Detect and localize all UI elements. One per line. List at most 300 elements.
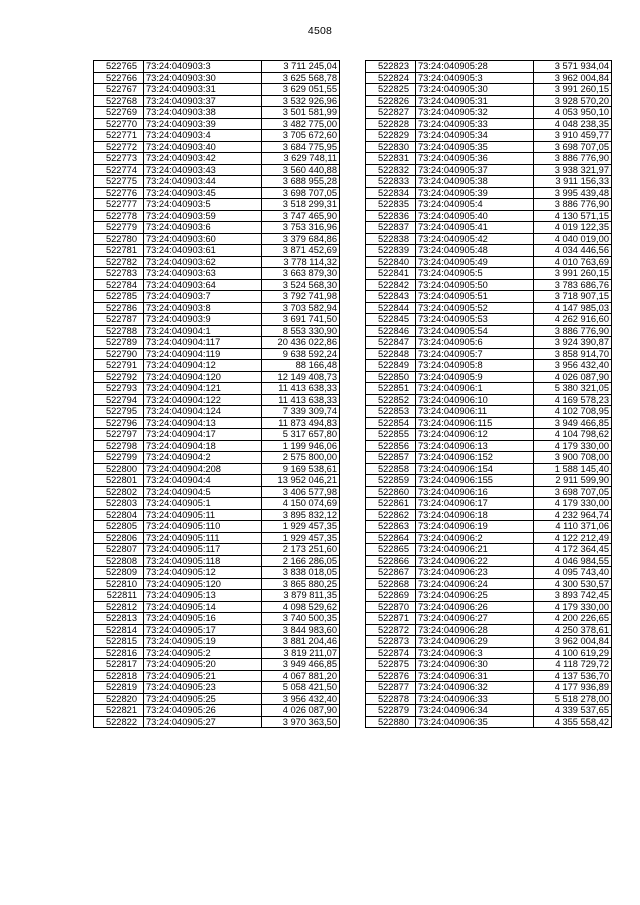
row-id-cell: 522779 — [94, 222, 144, 234]
table-row — [94, 601, 340, 613]
value-cell: 4 102 708,95 — [534, 406, 612, 418]
value-cell: 3 698 707,05 — [534, 141, 612, 153]
table-row — [366, 647, 612, 659]
row-id-cell: 522866 — [366, 555, 416, 567]
value-cell: 9 169 538,61 — [262, 463, 340, 475]
cadastral-number-cell: 73:24:040906:155 — [416, 475, 534, 487]
table-row — [366, 670, 612, 682]
cadastral-number-cell: 73:24:040905:35 — [416, 141, 534, 153]
value-cell: 3 783 686,76 — [534, 279, 612, 291]
row-id-cell: 522859 — [366, 475, 416, 487]
cadastral-number-cell: 73:24:040905:117 — [144, 544, 262, 556]
table-row — [366, 532, 612, 544]
cadastral-number-cell: 73:24:040903:4 — [144, 130, 262, 142]
table-row — [366, 636, 612, 648]
table-row — [94, 337, 340, 349]
table-row — [366, 383, 612, 395]
table-row — [94, 314, 340, 326]
value-cell: 2 575 800,00 — [262, 452, 340, 464]
row-id-cell: 522798 — [94, 440, 144, 452]
cadastral-number-cell: 73:24:040906:30 — [416, 659, 534, 671]
table-row — [366, 624, 612, 636]
value-cell: 4 250 378,61 — [534, 624, 612, 636]
cadastral-number-cell: 73:24:040906:23 — [416, 567, 534, 579]
row-id-cell: 522824 — [366, 72, 416, 84]
value-cell: 3 886 776,90 — [534, 153, 612, 165]
cadastral-number-cell: 73:24:040905:6 — [416, 337, 534, 349]
value-cell: 3 703 582,94 — [262, 302, 340, 314]
table-row — [94, 486, 340, 498]
table-row — [94, 659, 340, 671]
cadastral-number-cell: 73:24:040905:25 — [144, 693, 262, 705]
value-cell: 88 166,48 — [262, 360, 340, 372]
cadastral-number-cell: 73:24:040905:111 — [144, 532, 262, 544]
row-id-cell: 522868 — [366, 578, 416, 590]
table-row — [94, 61, 340, 73]
table-row — [94, 452, 340, 464]
table-row — [366, 659, 612, 671]
value-cell: 3 893 742,45 — [534, 590, 612, 602]
value-cell: 3 962 004,84 — [534, 636, 612, 648]
value-cell: 4 179 330,00 — [534, 440, 612, 452]
table-row — [94, 107, 340, 119]
table-row — [366, 176, 612, 188]
cadastral-number-cell: 73:24:040904:18 — [144, 440, 262, 452]
value-cell: 3 819 211,07 — [262, 647, 340, 659]
row-id-cell: 522851 — [366, 383, 416, 395]
value-cell: 3 406 577,98 — [262, 486, 340, 498]
table-row — [366, 406, 612, 418]
cadastral-number-cell: 73:24:040903:64 — [144, 279, 262, 291]
row-id-cell: 522781 — [94, 245, 144, 257]
row-id-cell: 522852 — [366, 394, 416, 406]
value-cell: 1 588 145,40 — [534, 463, 612, 475]
table-row — [366, 578, 612, 590]
row-id-cell: 522790 — [94, 348, 144, 360]
table-row — [94, 360, 340, 372]
row-id-cell: 522865 — [366, 544, 416, 556]
table-row — [94, 371, 340, 383]
row-id-cell: 522862 — [366, 509, 416, 521]
value-cell: 3 560 440,88 — [262, 164, 340, 176]
table-row — [94, 325, 340, 337]
table-row — [366, 601, 612, 613]
cadastral-number-cell: 73:24:040905:19 — [144, 636, 262, 648]
table-row — [94, 84, 340, 96]
row-id-cell: 522777 — [94, 199, 144, 211]
row-id-cell: 522823 — [366, 61, 416, 73]
cadastral-number-cell: 73:24:040906:35 — [416, 716, 534, 728]
table-row — [94, 199, 340, 211]
row-id-cell: 522771 — [94, 130, 144, 142]
cadastral-number-cell: 73:24:040905:36 — [416, 153, 534, 165]
table-row — [94, 509, 340, 521]
row-id-cell: 522845 — [366, 314, 416, 326]
row-id-cell: 522867 — [366, 567, 416, 579]
row-id-cell: 522770 — [94, 118, 144, 130]
value-cell: 4 040 019,00 — [534, 233, 612, 245]
cadastral-number-cell: 73:24:040905:23 — [144, 682, 262, 694]
table-row — [94, 555, 340, 567]
table-row — [366, 118, 612, 130]
cadastral-number-cell: 73:24:040903:44 — [144, 176, 262, 188]
value-cell: 4 046 984,55 — [534, 555, 612, 567]
table-row — [94, 578, 340, 590]
cadastral-number-cell: 73:24:040905:37 — [416, 164, 534, 176]
table-row — [94, 153, 340, 165]
table-row — [366, 429, 612, 441]
cadastral-number-cell: 73:24:040904:17 — [144, 429, 262, 441]
value-cell: 1 929 457,35 — [262, 532, 340, 544]
cadastral-number-cell: 73:24:040906:12 — [416, 429, 534, 441]
cadastral-number-cell: 73:24:040906:154 — [416, 463, 534, 475]
value-cell: 3 895 832,12 — [262, 509, 340, 521]
cadastral-number-cell: 73:24:040905:17 — [144, 624, 262, 636]
value-cell: 3 838 018,05 — [262, 567, 340, 579]
value-cell: 4 147 985,03 — [534, 302, 612, 314]
row-id-cell: 522825 — [366, 84, 416, 96]
value-cell: 13 952 046,21 — [262, 475, 340, 487]
value-cell: 4 179 330,00 — [534, 601, 612, 613]
row-id-cell: 522822 — [94, 716, 144, 728]
cadastral-number-cell: 73:24:040904:12 — [144, 360, 262, 372]
row-id-cell: 522841 — [366, 268, 416, 280]
table-row — [94, 498, 340, 510]
row-id-cell: 522807 — [94, 544, 144, 556]
table-row — [366, 153, 612, 165]
table-row — [94, 394, 340, 406]
table-row — [366, 187, 612, 199]
value-cell: 2 911 599,90 — [534, 475, 612, 487]
table-row — [94, 302, 340, 314]
value-cell: 4 172 364,45 — [534, 544, 612, 556]
value-cell: 4 053 950,10 — [534, 107, 612, 119]
value-cell: 4 118 729,72 — [534, 659, 612, 671]
cadastral-number-cell: 73:24:040906:11 — [416, 406, 534, 418]
cadastral-number-cell: 73:24:040905:4 — [416, 199, 534, 211]
page-number: 4508 — [307, 25, 333, 37]
value-cell: 3 684 775,95 — [262, 141, 340, 153]
table-row — [366, 314, 612, 326]
value-cell: 4 169 578,23 — [534, 394, 612, 406]
value-cell: 4 095 743,40 — [534, 567, 612, 579]
row-id-cell: 522792 — [94, 371, 144, 383]
row-id-cell: 522863 — [366, 521, 416, 533]
cadastral-number-cell: 73:24:040903:39 — [144, 118, 262, 130]
table-row — [366, 590, 612, 602]
table-row — [366, 107, 612, 119]
value-cell: 3 571 934,04 — [534, 61, 612, 73]
value-cell: 3 928 570,20 — [534, 95, 612, 107]
table-row — [366, 440, 612, 452]
cadastral-number-cell: 73:24:040905:30 — [416, 84, 534, 96]
table-row — [94, 95, 340, 107]
row-id-cell: 522805 — [94, 521, 144, 533]
row-id-cell: 522872 — [366, 624, 416, 636]
cadastral-number-cell: 73:24:040906:24 — [416, 578, 534, 590]
value-cell: 4 122 212,49 — [534, 532, 612, 544]
table-row — [366, 279, 612, 291]
value-cell: 4 179 330,00 — [534, 498, 612, 510]
row-id-cell: 522832 — [366, 164, 416, 176]
value-cell: 3 688 955,28 — [262, 176, 340, 188]
cadastral-number-cell: 73:24:040903:40 — [144, 141, 262, 153]
table-row — [94, 636, 340, 648]
cadastral-number-cell: 73:24:040905:41 — [416, 222, 534, 234]
row-id-cell: 522806 — [94, 532, 144, 544]
cadastral-number-cell: 73:24:040903:6 — [144, 222, 262, 234]
value-cell: 3 379 684,86 — [262, 233, 340, 245]
value-cell: 3 740 500,35 — [262, 613, 340, 625]
table-row — [366, 521, 612, 533]
cadastral-number-cell: 73:24:040906:25 — [416, 590, 534, 602]
cadastral-number-cell: 73:24:040903:42 — [144, 153, 262, 165]
value-cell: 3 532 926,96 — [262, 95, 340, 107]
cadastral-number-cell: 73:24:040905:16 — [144, 613, 262, 625]
value-cell: 3 865 880,25 — [262, 578, 340, 590]
table-row — [94, 256, 340, 268]
cadastral-number-cell: 73:24:040906:1 — [416, 383, 534, 395]
row-id-cell: 522880 — [366, 716, 416, 728]
row-id-cell: 522814 — [94, 624, 144, 636]
value-cell: 3 886 776,90 — [534, 325, 612, 337]
value-cell: 3 705 672,60 — [262, 130, 340, 142]
value-cell: 11 413 638,33 — [262, 383, 340, 395]
value-cell: 4 110 371,06 — [534, 521, 612, 533]
value-cell: 20 436 022,86 — [262, 337, 340, 349]
value-cell: 11 873 494,83 — [262, 417, 340, 429]
cadastral-number-cell: 73:24:040903:7 — [144, 291, 262, 303]
table-row — [94, 245, 340, 257]
table-row — [94, 624, 340, 636]
table-row — [94, 233, 340, 245]
table-row — [94, 463, 340, 475]
row-id-cell: 522879 — [366, 705, 416, 717]
row-id-cell: 522847 — [366, 337, 416, 349]
cadastral-number-cell: 73:24:040905:51 — [416, 291, 534, 303]
cadastral-number-cell: 73:24:040903:60 — [144, 233, 262, 245]
row-id-cell: 522829 — [366, 130, 416, 142]
value-cell: 3 871 452,69 — [262, 245, 340, 257]
value-cell: 4 130 571,15 — [534, 210, 612, 222]
value-cell: 3 956 432,40 — [534, 360, 612, 372]
value-cell: 4 010 763,69 — [534, 256, 612, 268]
row-id-cell: 522838 — [366, 233, 416, 245]
table-row — [366, 348, 612, 360]
cadastral-number-cell: 73:24:040905:12 — [144, 567, 262, 579]
row-id-cell: 522830 — [366, 141, 416, 153]
cadastral-number-cell: 73:24:040906:3 — [416, 647, 534, 659]
table-row — [94, 544, 340, 556]
cadastral-number-cell: 73:24:040905:8 — [416, 360, 534, 372]
row-id-cell: 522766 — [94, 72, 144, 84]
table-row — [366, 509, 612, 521]
cadastral-number-cell: 73:24:040905:28 — [416, 61, 534, 73]
value-cell: 11 413 638,33 — [262, 394, 340, 406]
table-row — [366, 544, 612, 556]
row-id-cell: 522869 — [366, 590, 416, 602]
cadastral-number-cell: 73:24:040905:20 — [144, 659, 262, 671]
cadastral-number-cell: 73:24:040905:3 — [416, 72, 534, 84]
table-row — [366, 95, 612, 107]
cadastral-number-cell: 73:24:040903:8 — [144, 302, 262, 314]
row-id-cell: 522839 — [366, 245, 416, 257]
table-row — [366, 693, 612, 705]
row-id-cell: 522793 — [94, 383, 144, 395]
cadastral-number-cell: 73:24:040906:28 — [416, 624, 534, 636]
row-id-cell: 522786 — [94, 302, 144, 314]
cadastral-number-cell: 73:24:040904:5 — [144, 486, 262, 498]
cadastral-number-cell: 73:24:040906:26 — [416, 601, 534, 613]
cadastral-number-cell: 73:24:040905:118 — [144, 555, 262, 567]
row-id-cell: 522842 — [366, 279, 416, 291]
row-id-cell: 522778 — [94, 210, 144, 222]
table-row — [94, 567, 340, 579]
value-cell: 3 910 459,77 — [534, 130, 612, 142]
row-id-cell: 522864 — [366, 532, 416, 544]
value-cell: 4 048 238,35 — [534, 118, 612, 130]
cadastral-number-cell: 73:24:040906:19 — [416, 521, 534, 533]
cadastral-number-cell: 73:24:040906:10 — [416, 394, 534, 406]
value-cell: 5 058 421,50 — [262, 682, 340, 694]
cadastral-number-cell: 73:24:040906:31 — [416, 670, 534, 682]
value-cell: 3 482 775,00 — [262, 118, 340, 130]
cadastral-number-cell: 73:24:040905:26 — [144, 705, 262, 717]
cadastral-number-cell: 73:24:040905:53 — [416, 314, 534, 326]
value-cell: 3 691 741,50 — [262, 314, 340, 326]
table-row — [94, 613, 340, 625]
table-row — [94, 475, 340, 487]
row-id-cell: 522813 — [94, 613, 144, 625]
table-right — [365, 60, 612, 728]
cadastral-number-cell: 73:24:040905:39 — [416, 187, 534, 199]
cadastral-number-cell: 73:24:040905:48 — [416, 245, 534, 257]
value-cell: 3 924 390,87 — [534, 337, 612, 349]
cadastral-number-cell: 73:24:040905:33 — [416, 118, 534, 130]
value-cell: 5 518 278,00 — [534, 693, 612, 705]
cadastral-number-cell: 73:24:040906:18 — [416, 509, 534, 521]
cadastral-number-cell: 73:24:040905:42 — [416, 233, 534, 245]
cadastral-number-cell: 73:24:040905:11 — [144, 509, 262, 521]
table-row — [366, 360, 612, 372]
cadastral-number-cell: 73:24:040904:122 — [144, 394, 262, 406]
cadastral-number-cell: 73:24:040906:21 — [416, 544, 534, 556]
table-row — [366, 268, 612, 280]
cadastral-number-cell: 73:24:040906:32 — [416, 682, 534, 694]
value-cell: 2 173 251,60 — [262, 544, 340, 556]
cadastral-number-cell: 73:24:040903:61 — [144, 245, 262, 257]
value-cell: 3 778 114,32 — [262, 256, 340, 268]
value-cell: 4 339 537,65 — [534, 705, 612, 717]
cadastral-number-cell: 73:24:040905:34 — [416, 130, 534, 142]
row-id-cell: 522861 — [366, 498, 416, 510]
table-row — [366, 498, 612, 510]
row-id-cell: 522801 — [94, 475, 144, 487]
row-id-cell: 522812 — [94, 601, 144, 613]
row-id-cell: 522827 — [366, 107, 416, 119]
value-cell: 4 034 446,56 — [534, 245, 612, 257]
cadastral-number-cell: 73:24:040903:30 — [144, 72, 262, 84]
value-cell: 5 380 321,05 — [534, 383, 612, 395]
table-row — [94, 716, 340, 728]
value-cell: 1 929 457,35 — [262, 521, 340, 533]
row-id-cell: 522844 — [366, 302, 416, 314]
cadastral-number-cell: 73:24:040903:43 — [144, 164, 262, 176]
table-row — [366, 61, 612, 73]
cadastral-number-cell: 73:24:040903:37 — [144, 95, 262, 107]
value-cell: 4 019 122,35 — [534, 222, 612, 234]
row-id-cell: 522874 — [366, 647, 416, 659]
row-id-cell: 522799 — [94, 452, 144, 464]
table-row — [94, 279, 340, 291]
table-row — [94, 222, 340, 234]
row-id-cell: 522854 — [366, 417, 416, 429]
table-row — [94, 210, 340, 222]
value-cell: 3 991 260,15 — [534, 268, 612, 280]
row-id-cell: 522835 — [366, 199, 416, 211]
cadastral-number-cell: 73:24:040904:2 — [144, 452, 262, 464]
row-id-cell: 522775 — [94, 176, 144, 188]
cadastral-number-cell: 73:24:040906:13 — [416, 440, 534, 452]
value-cell: 4 026 087,90 — [262, 705, 340, 717]
table-row — [94, 590, 340, 602]
cadastral-number-cell: 73:24:040906:16 — [416, 486, 534, 498]
value-cell: 3 879 811,35 — [262, 590, 340, 602]
table-row — [94, 291, 340, 303]
value-cell: 1 199 946,06 — [262, 440, 340, 452]
row-id-cell: 522871 — [366, 613, 416, 625]
value-cell: 5 317 657,80 — [262, 429, 340, 441]
value-cell: 3 663 879,30 — [262, 268, 340, 280]
row-id-cell: 522831 — [366, 153, 416, 165]
row-id-cell: 522765 — [94, 61, 144, 73]
cadastral-number-cell: 73:24:040906:22 — [416, 555, 534, 567]
row-id-cell: 522856 — [366, 440, 416, 452]
cadastral-number-cell: 73:24:040906:152 — [416, 452, 534, 464]
value-cell: 3 747 465,90 — [262, 210, 340, 222]
row-id-cell: 522873 — [366, 636, 416, 648]
value-cell: 3 501 581,99 — [262, 107, 340, 119]
row-id-cell: 522849 — [366, 360, 416, 372]
value-cell: 3 753 316,96 — [262, 222, 340, 234]
table-row — [94, 682, 340, 694]
cadastral-number-cell: 73:24:040905:27 — [144, 716, 262, 728]
row-id-cell: 522794 — [94, 394, 144, 406]
cadastral-number-cell: 73:24:040906:27 — [416, 613, 534, 625]
value-cell: 4 232 964,74 — [534, 509, 612, 521]
cadastral-number-cell: 73:24:040905:5 — [416, 268, 534, 280]
table-row — [366, 233, 612, 245]
value-cell: 3 886 776,90 — [534, 199, 612, 211]
table-row — [94, 647, 340, 659]
table-row — [366, 705, 612, 717]
table-left — [93, 60, 340, 728]
table-row — [366, 222, 612, 234]
row-id-cell: 522767 — [94, 84, 144, 96]
row-id-cell: 522858 — [366, 463, 416, 475]
cadastral-number-cell: 73:24:040905:49 — [416, 256, 534, 268]
value-cell: 3 995 439,48 — [534, 187, 612, 199]
row-id-cell: 522800 — [94, 463, 144, 475]
table-row — [366, 371, 612, 383]
value-cell: 2 166 286,05 — [262, 555, 340, 567]
table-row — [366, 452, 612, 464]
table-row — [366, 417, 612, 429]
cadastral-number-cell: 73:24:040906:34 — [416, 705, 534, 717]
row-id-cell: 522853 — [366, 406, 416, 418]
cadastral-number-cell: 73:24:040904:120 — [144, 371, 262, 383]
row-id-cell: 522846 — [366, 325, 416, 337]
